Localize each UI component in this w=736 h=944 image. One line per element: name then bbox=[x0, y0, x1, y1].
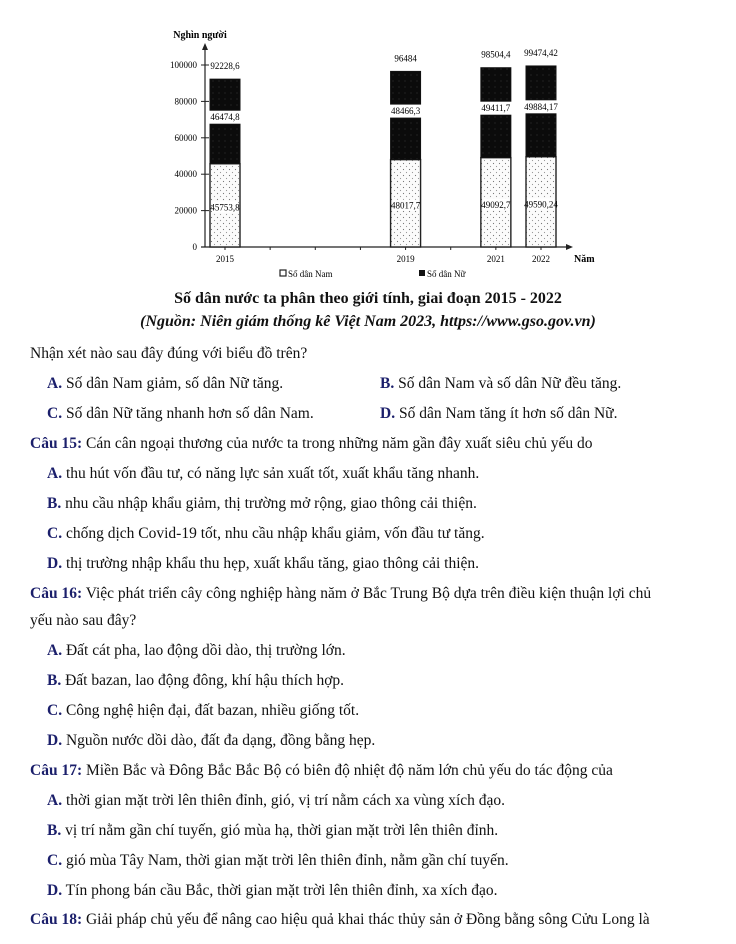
option-key: D. bbox=[47, 732, 63, 749]
q14-prompt: Nhận xét nào sau đây đúng với biểu đồ trên? bbox=[30, 345, 308, 362]
q17-prompt bbox=[30, 762, 613, 780]
nam-label-2015: 45753,8 bbox=[210, 202, 240, 213]
nu-label-2015: 46474,8 bbox=[210, 112, 240, 123]
bar-nu-lower-2022 bbox=[526, 114, 556, 157]
q14-option-b[interactable] bbox=[380, 375, 621, 393]
q14-option-a[interactable] bbox=[47, 375, 283, 393]
option-text: Số dân Nam giảm, số dân Nữ tăng. bbox=[62, 375, 284, 392]
option-key: A. bbox=[47, 642, 63, 659]
question-label: Câu 16: bbox=[30, 585, 83, 602]
q17-option-c[interactable] bbox=[47, 852, 509, 870]
bars bbox=[210, 66, 556, 247]
option-key: D. bbox=[47, 882, 63, 899]
q15-option-d[interactable] bbox=[47, 555, 479, 573]
q17-option-b[interactable] bbox=[47, 822, 498, 840]
y-tick-label: 40000 bbox=[174, 169, 197, 180]
option-key: B. bbox=[47, 495, 62, 512]
option-text: chống dịch Covid-19 tốt, nhu cầu nhập khẩu giảm, vốn đầu tư tăng. bbox=[62, 525, 485, 542]
q15-prompt bbox=[30, 435, 592, 453]
legend bbox=[280, 269, 466, 279]
y-tick-label: 100000 bbox=[170, 60, 197, 70]
q17-option-a[interactable] bbox=[47, 792, 505, 810]
chart-title: Số dân nước ta phân theo giới tính, giai đoạn 2015 - 2022 bbox=[174, 290, 562, 307]
option-text: Số dân Nam tăng ít hơn số dân Nữ. bbox=[395, 405, 618, 422]
option-text: Số dân Nữ tăng nhanh hơn số dân Nam. bbox=[62, 405, 314, 422]
x-axis-label: Năm bbox=[574, 254, 595, 265]
option-text: Số dân Nam và số dân Nữ đều tăng. bbox=[394, 375, 622, 392]
nu-label-2022: 49884,17 bbox=[524, 101, 558, 112]
q14-option-d[interactable] bbox=[380, 405, 617, 423]
y-tick-label: 60000 bbox=[174, 132, 197, 143]
q15-option-c[interactable] bbox=[47, 525, 485, 543]
option-key: B. bbox=[47, 672, 62, 689]
q16-option-d[interactable] bbox=[47, 732, 375, 750]
question-label: Câu 17: bbox=[30, 762, 83, 779]
category-label-2021: 2021 bbox=[486, 254, 505, 264]
bar-nu-upper-2015 bbox=[210, 79, 240, 110]
nam-label-2021: 49092,7 bbox=[481, 199, 511, 210]
bar-nu-lower-2021 bbox=[481, 115, 511, 157]
legend-swatch-nu bbox=[419, 270, 425, 276]
q14-option-c[interactable] bbox=[47, 405, 314, 423]
q16-prompt bbox=[30, 585, 651, 603]
q16-option-b[interactable] bbox=[47, 672, 344, 690]
category-label-2022: 2022 bbox=[532, 254, 550, 264]
total-label-2022: 99474,42 bbox=[524, 47, 558, 58]
population-chart bbox=[0, 0, 736, 285]
total-label-2021: 98504,4 bbox=[481, 49, 511, 60]
option-text: thị trường nhập khẩu thu hẹp, xuất khẩu tăng, giao thông cải thiện. bbox=[62, 555, 480, 572]
option-text: thu hút vốn đầu tư, có năng lực sản xuất tốt, xuất khẩu tăng nhanh. bbox=[62, 465, 480, 482]
option-text: nhu cầu nhập khẩu giảm, thị trường mở rộng, giao thông cải thiện. bbox=[61, 495, 477, 512]
option-key: A. bbox=[47, 375, 63, 392]
legend-label-nu: Số dân Nữ bbox=[427, 269, 466, 279]
q16-option-a[interactable] bbox=[47, 642, 346, 660]
nam-label-2019: 48017,7 bbox=[390, 200, 421, 211]
question-label: Câu 18: bbox=[30, 911, 83, 928]
bar-nu-upper-2019 bbox=[391, 71, 421, 104]
option-text: Đất cát pha, lao động dồi dào, thị trường lớn. bbox=[62, 642, 346, 659]
question-label: Câu 15: bbox=[30, 435, 83, 452]
q17-option-d[interactable] bbox=[47, 882, 497, 900]
bar-nu-lower-2015 bbox=[210, 124, 240, 164]
bar-nu-upper-2022 bbox=[526, 66, 556, 100]
q18-prompt bbox=[30, 911, 650, 929]
option-key: D. bbox=[380, 405, 396, 422]
y-tick-label: 80000 bbox=[174, 96, 197, 107]
bar-nu-upper-2021 bbox=[481, 68, 511, 101]
option-text: thời gian mặt trời lên thiên đỉnh, gió, vị trí nằm cách xa vùng xích đạo. bbox=[62, 792, 506, 809]
y-tick-label: 0 bbox=[192, 242, 197, 252]
option-text: gió mùa Tây Nam, thời gian mặt trời lên thiên đỉnh, nằm gần chí tuyến. bbox=[62, 852, 509, 869]
q15-option-a[interactable] bbox=[47, 465, 479, 483]
legend-swatch-nam bbox=[280, 270, 286, 276]
option-key: A. bbox=[47, 792, 63, 809]
question-text: Miền Bắc và Đông Bắc Bắc Bộ có biên độ nhiệt độ năm lớn chủ yếu do tác động của bbox=[82, 762, 613, 779]
bar-nu-lower-2019 bbox=[391, 118, 421, 160]
category-label-2019: 2019 bbox=[396, 254, 415, 264]
option-text: Công nghệ hiện đại, đất bazan, nhiều giống tốt. bbox=[62, 702, 360, 719]
x-axis-arrow bbox=[566, 244, 573, 250]
q15-option-b[interactable] bbox=[47, 495, 477, 513]
option-key: B. bbox=[47, 822, 62, 839]
question-text: Cán cân ngoại thương của nước ta trong những năm gần đây xuất siêu chủ yếu do bbox=[82, 435, 593, 452]
option-key: C. bbox=[47, 405, 63, 422]
option-key: C. bbox=[47, 525, 63, 542]
total-label-2019: 96484 bbox=[394, 53, 417, 64]
option-text: Nguồn nước dồi dào, đất đa dạng, đồng bằng hẹp. bbox=[62, 732, 376, 749]
nam-label-2022: 49590,24 bbox=[524, 199, 558, 210]
y-axis-label: Nghìn người bbox=[173, 30, 227, 41]
q16-option-c[interactable] bbox=[47, 702, 359, 720]
question-text: Giải pháp chủ yếu để nâng cao hiệu quả khai thác thủy sản ở Đồng bằng sông Cửu Long là bbox=[82, 911, 650, 928]
question-text: Việc phát triển cây công nghiệp hàng năm ở Bắc Trung Bộ dựa trên điều kiện thuận lợi chủ bbox=[82, 585, 652, 602]
total-label-2015: 92228,6 bbox=[210, 61, 240, 72]
option-key: D. bbox=[47, 555, 63, 572]
category-label-2015: 2015 bbox=[216, 254, 234, 264]
option-text: Đất bazan, lao động đông, khí hậu thích hợp. bbox=[61, 672, 345, 689]
option-key: A. bbox=[47, 465, 63, 482]
option-text: vị trí nằm gần chí tuyến, gió mùa hạ, thời gian mặt trời lên thiên đỉnh. bbox=[61, 822, 499, 839]
nu-label-2021: 49411,7 bbox=[481, 103, 511, 114]
nu-label-2019: 48466,3 bbox=[390, 106, 421, 117]
option-text: Tín phong bán cầu Bắc, thời gian mặt trời lên thiên đỉnh, xa xích đạo. bbox=[62, 882, 498, 899]
option-key: C. bbox=[47, 852, 63, 869]
y-tick-label: 20000 bbox=[174, 205, 197, 216]
y-axis-arrow bbox=[202, 43, 208, 50]
option-key: B. bbox=[380, 375, 395, 392]
legend-label-nam: Số dân Nam bbox=[288, 269, 333, 279]
option-key: C. bbox=[47, 702, 63, 719]
chart-source: (Nguồn: Niên giám thống kê Việt Nam 2023, https://www.gso.gov.vn) bbox=[140, 313, 596, 330]
q16-prompt-cont: yếu nào sau đây? bbox=[30, 612, 137, 629]
